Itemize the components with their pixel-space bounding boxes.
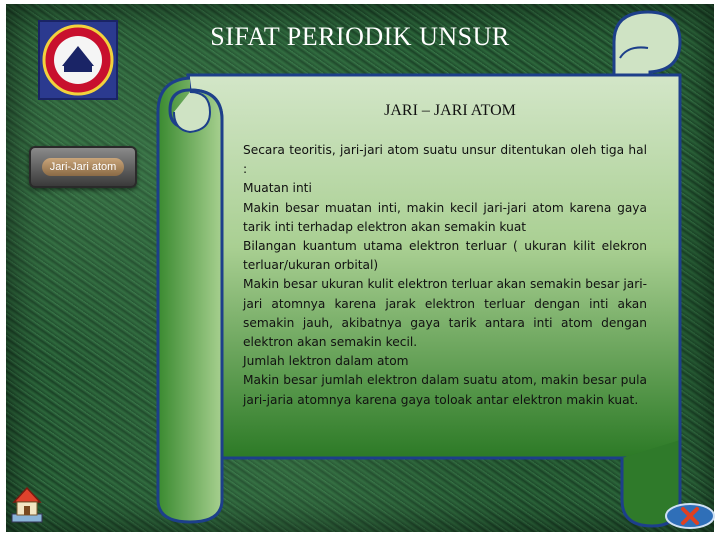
page-title: SIFAT PERIODIK UNSUR (210, 22, 510, 51)
paragraph: Makin besar muatan inti, makin kecil jari-jari atom karena gaya tarik inti terhadap elektron akan semakin kuat (243, 200, 647, 234)
close-icon[interactable] (664, 502, 716, 530)
paragraph: Muatan inti (243, 181, 312, 196)
paragraph: Makin besar ukuran kulit elektron terluar akan semakin besar jari-jari atomnya karena jarak elektron terluar dengan inti akan semakin jauh, akibatnya gaya tarik antara inti atom dengan elektron akan semakin kecil. (243, 277, 647, 350)
nav-button-label: Jari-Jari atom (42, 158, 125, 176)
paragraph: Jumlah lektron dalam atom (243, 354, 409, 369)
paragraph: Makin besar jumlah elektron dalam suatu atom, makin besar pula jari-jaria atomnya karena gaya toloak antar elektron makin kuat. (243, 373, 647, 407)
paragraph: Secara teoritis, jari-jari atom suatu unsur ditentukan oleh tiga hal : (243, 143, 647, 177)
home-icon[interactable] (10, 484, 44, 524)
section-title: JARI – JARI ATOM (384, 102, 516, 119)
paragraph: Bilangan kuantum utama elektron terluar ( ukuran kilit elekron terluar/ukuran orbital) (243, 239, 647, 273)
nav-button-jari-jari-atom[interactable] (29, 146, 137, 188)
scroll-content (243, 141, 647, 410)
